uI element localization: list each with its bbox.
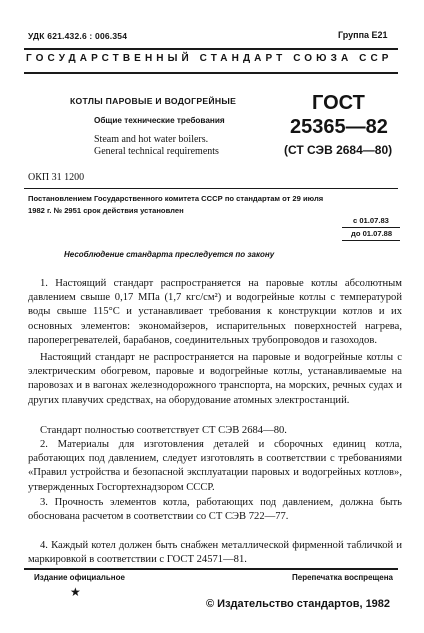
gost-label: ГОСТ xyxy=(312,92,365,114)
decree-line1: Постановлением Государственного комитета СССР по стандартам от 29 июля xyxy=(28,194,324,203)
paragraph-3: 3. Прочность элементов котла, работающих под давлением, должна быть обоснована расчетом в соответствии со СТ СЭВ 722—77. xyxy=(28,497,402,523)
paragraph-1: 1. Настоящий стандарт распространяется на паровые котлы абсолютным давлением свыше 0,17 МПа (1,7 кгс/см²) и водогрейные котлы с температурой воды свыше 115°С и устанавливает требования к конструкции котлов и их основных элементов: экономайзеров, испарительных поверхностей нагрева, пароперегревателей, барабанов, соединительных трубопроводов и газоходов. xyxy=(28,278,402,346)
paragraph-1-scope: Настоящий стандарт не распространяется на паровые и водогрейные котлы с электрическим обогревом, паровые и водогрейные котлы, устанавливаемые на паровозах и в вагонах железнодорожного транспорта, на морских, речных судах и других плавучих средствах, на оборудование атомных электростанций. xyxy=(28,352,402,406)
footer-rule xyxy=(24,568,398,570)
validity-to: до 01.07.88 xyxy=(351,229,393,238)
heading-rule xyxy=(24,72,398,74)
decree-line2: 1982 г. № 2951 срок действия установлен xyxy=(28,206,184,215)
paragraph-1-conformity: Стандарт полностью соответствует СТ СЭВ 2684—80. xyxy=(40,425,287,436)
okp-code: ОКП 31 1200 xyxy=(28,172,85,183)
validity-rule-bottom xyxy=(342,240,400,241)
reprint-prohibited: Перепечатка воспрещена xyxy=(292,573,393,582)
star-mark: ★ xyxy=(70,585,81,599)
legal-notice: Несоблюдение стандарта преследуется по закону xyxy=(64,250,275,259)
gost-number: 25365—82 xyxy=(290,116,388,138)
group-label: Группа Е21 xyxy=(338,30,388,40)
validity-rule xyxy=(342,227,400,228)
paragraph-2: 2. Материалы для изготовления деталей и сборочных единиц котла, работающих под давлением, следует изготовлять в соответствии с требованиями «Правил устройства и безопасной эксплуатации паровых и водогрейных котлов», утвержденных Госгортехнадзором СССР. xyxy=(28,439,402,493)
okp-rule xyxy=(24,188,398,189)
st-sev-number: (СТ СЭВ 2684—80) xyxy=(284,143,393,157)
udk-code: УДК 621.432.6 : 006.354 xyxy=(28,31,128,41)
subtitle-ru: Общие технические требования xyxy=(94,116,225,125)
top-rule xyxy=(24,48,398,50)
title-ru: КОТЛЫ ПАРОВЫЕ И ВОДОГРЕЙНЫЕ xyxy=(70,96,237,106)
title-en-line1: Steam and hot water boilers. xyxy=(94,134,209,145)
validity-from: с 01.07.83 xyxy=(353,216,389,225)
title-en-line2: General technical requirements xyxy=(94,146,219,157)
state-standard-heading: ГОСУДАРСТВЕННЫЙ СТАНДАРТ СОЮЗА ССР xyxy=(26,53,393,64)
official-edition: Издание официальное xyxy=(34,573,125,582)
paragraph-4: 4. Каждый котел должен быть снабжен металлической фирменной табличкой и маркировкой в соответствии с ГОСТ 24571—81. xyxy=(28,540,402,566)
copyright-notice: © Издательство стандартов, 1982 xyxy=(206,598,391,610)
